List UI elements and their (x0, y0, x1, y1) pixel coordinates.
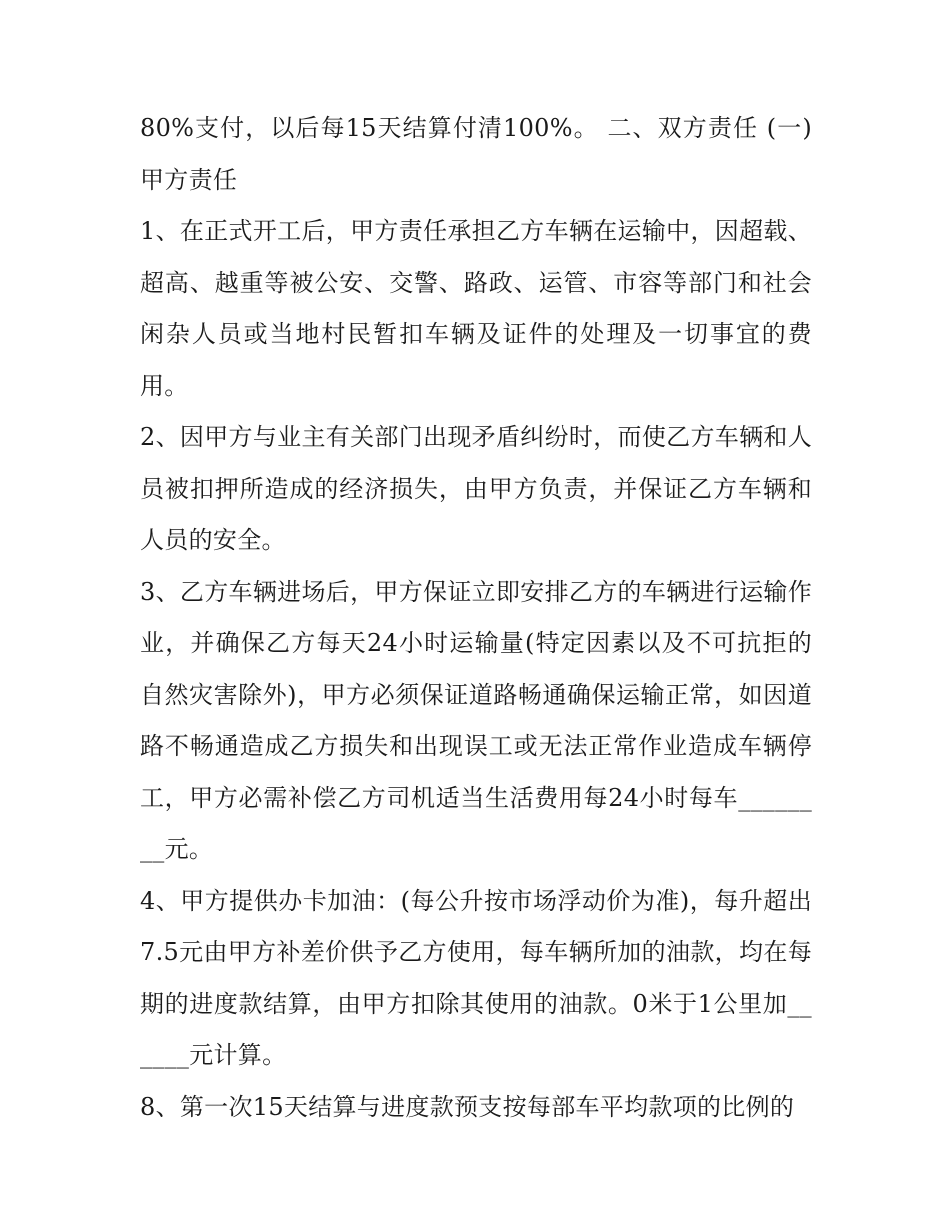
paragraph-clause-2: 2、因甲方与业主有关部门出现矛盾纠纷时，而使乙方车辆和人员被扣押所造成的经济损失，由甲方负责，并保证乙方车辆和人员的安全。 (140, 423, 812, 554)
document-body (140, 103, 812, 1133)
paragraph-clause-3: 3、乙方车辆进场后，甲方保证立即安排乙方的车辆进行运输作业，并确保乙方每天24小时运输量(特定因素以及不可抗拒的自然灾害除外)，甲方必须保证道路畅通确保运输正常，如因道路不畅通造成乙方损失和出现误工或无法正常作业造成车辆停工，甲方必需补偿乙方司机适当生活费用每24小时每车________元。 (140, 577, 812, 863)
paragraph-payment-and-responsibilities-heading: 80%支付，以后每15天结算付清100%。 二、双方责任 (一)甲方责任 (140, 114, 812, 194)
paragraph-clause-1: 1、在正式开工后，甲方责任承担乙方车辆在运输中，因超载、超高、越重等被公安、交警、路政、运管、市容等部门和社会闲杂人员或当地村民暂扣车辆及证件的处理及一切事宜的费用。 (140, 217, 812, 400)
paragraph-clause-8: 8、第一次15天结算与进度款预支按每部车平均款项的比例的 (140, 1092, 795, 1121)
paragraph-clause-4: 4、甲方提供办卡加油：(每公升按市场浮动价为准)，每升超出7.5元由甲方补差价供予乙方使用，每车辆所加的油款，均在每期的进度款结算，由甲方扣除其使用的油款。0米于1公里加______元计算。 (140, 886, 812, 1069)
